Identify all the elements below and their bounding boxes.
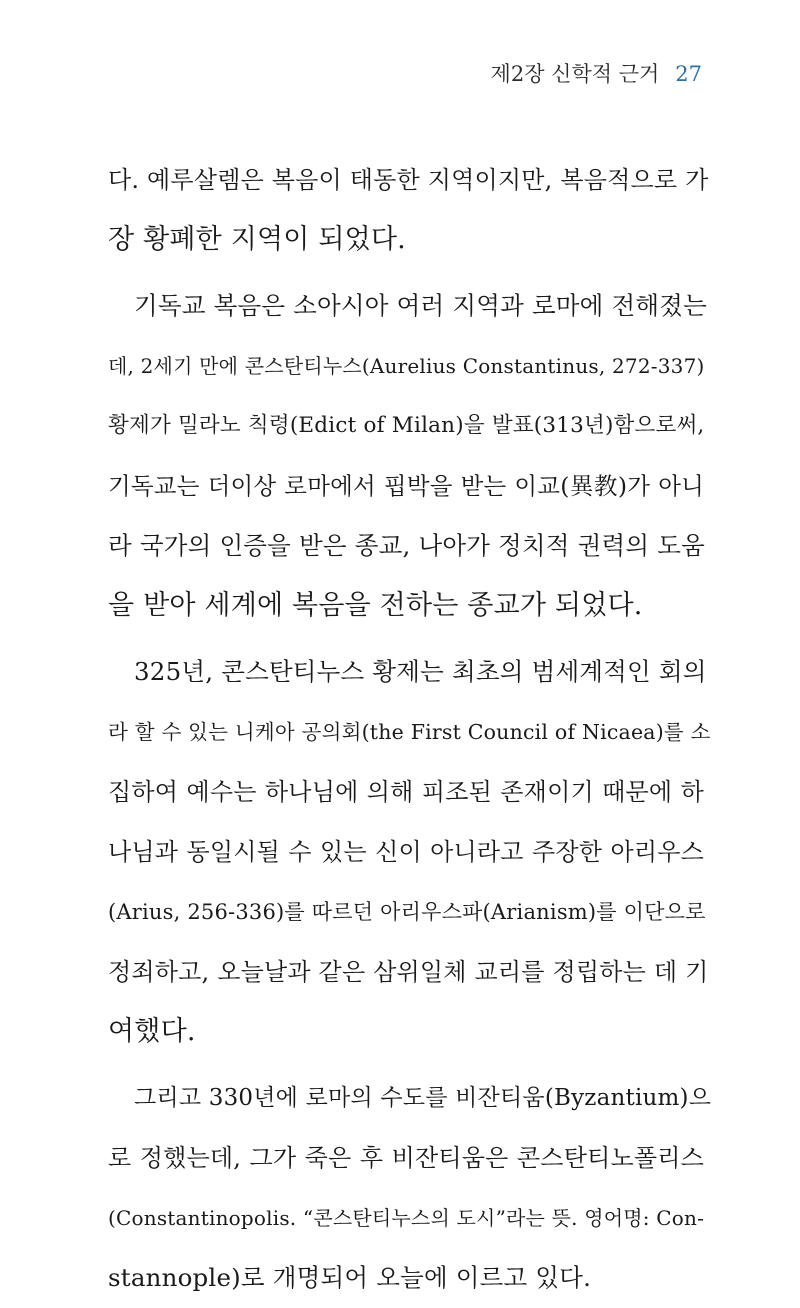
page-number: 27 bbox=[675, 62, 702, 86]
text-line: 여했다. bbox=[108, 1016, 196, 1047]
text-line: 기독교는 더이상 로마에서 핍박을 받는 이교(異教)가 아니 bbox=[108, 472, 704, 500]
text-line: 데, 2세기 만에 콘스탄티누스(Aurelius Constantinus, 272-337) bbox=[108, 354, 705, 378]
body-text bbox=[108, 150, 712, 1308]
paragraph-2 bbox=[108, 276, 707, 636]
paragraph-4 bbox=[108, 1068, 712, 1308]
paragraph-1 bbox=[108, 150, 709, 270]
text-line: 장 황폐한 지역이 되었다. bbox=[108, 224, 406, 255]
text-line: 로 정했는데, 그가 죽은 후 비잔티움은 콘스탄티노폴리스 bbox=[108, 1144, 704, 1172]
text-line: 기독교 복음은 소아시아 여러 지역과 로마에 전해졌는 bbox=[134, 291, 707, 320]
text-line: 나님과 동일시될 수 있는 신이 아니라고 주장한 아리우스 bbox=[108, 838, 704, 866]
text-line: 집하여 예수는 하나님에 의해 피조된 존재이기 때문에 하 bbox=[108, 778, 704, 806]
text-line: 라 할 수 있는 니케아 공의회(the First Council of Nicaea)를 소 bbox=[108, 720, 711, 744]
text-line: 그리고 330년에 로마의 수도를 비잔티움(Byzantium)으 bbox=[134, 1085, 712, 1111]
text-line: 을 받아 세계에 복음을 전하는 종교가 되었다. bbox=[108, 590, 643, 621]
text-line: 라 국가의 인증을 받은 종교, 나아가 정치적 권력의 도움 bbox=[108, 531, 705, 560]
paragraph-3 bbox=[108, 642, 711, 1062]
text-line: stannople)로 개명되어 오늘에 이르고 있다. bbox=[108, 1263, 592, 1292]
text-line: 325년, 콘스탄티누스 황제는 최초의 범세계적인 회의 bbox=[134, 657, 707, 686]
running-header bbox=[491, 58, 702, 88]
text-line: 다. 예루살렘은 복음이 태동한 지역이지만, 복음적으로 가 bbox=[108, 166, 709, 194]
text-line: (Arius, 256-336)를 따르던 아리우스파(Arianism)를 이단으로 bbox=[108, 900, 706, 924]
text-line: 황제가 밀라노 칙령(Edict of Milan)을 발표(313년)함으로써, bbox=[108, 413, 705, 438]
text-line: 정죄하고, 오늘날과 같은 삼위일체 교리를 정립하는 데 기 bbox=[108, 958, 709, 986]
text-line: (Constantinopolis. “콘스탄티누스의 도시”라는 뜻. 영어명: Con- bbox=[108, 1206, 705, 1230]
chapter-title: 제2장 신학적 근거 bbox=[490, 62, 660, 86]
